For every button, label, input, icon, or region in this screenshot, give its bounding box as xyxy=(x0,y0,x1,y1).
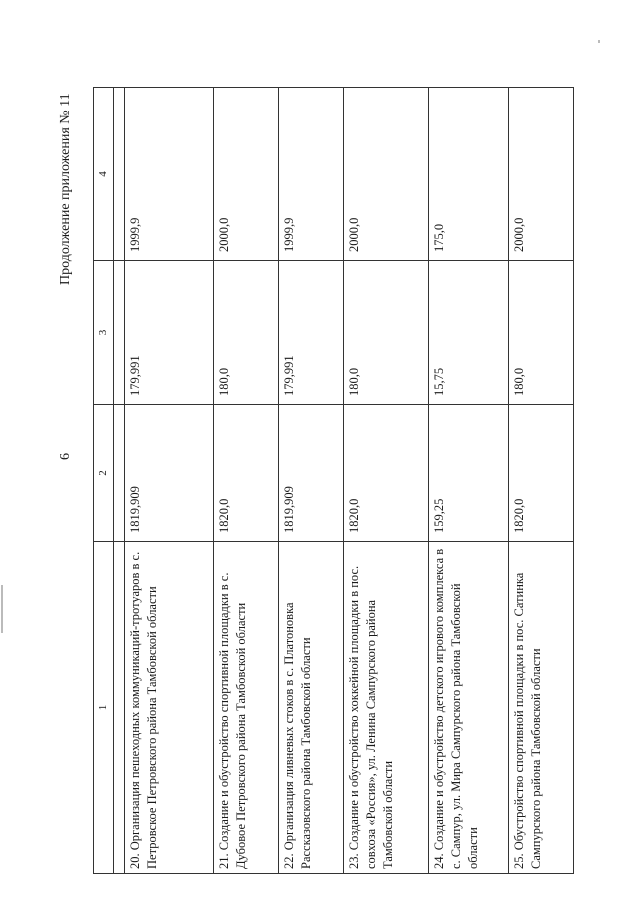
appendix-table xyxy=(93,87,574,874)
row-col4: 175,0 xyxy=(429,88,509,261)
header-row xyxy=(94,88,114,874)
row-col4: 2000,0 xyxy=(214,88,279,261)
row-col2: 159,25 xyxy=(429,405,509,542)
row-col2: 1819,909 xyxy=(279,405,344,542)
header-cell-4: 4 xyxy=(94,88,114,261)
row-col4: 2000,0 xyxy=(509,88,574,261)
row-col4: 1999,9 xyxy=(279,88,344,261)
row-name: 20. Организация пешеходных коммуникаций-тротуаров в с. Петровское Петровского района Тамбовской области xyxy=(125,542,214,874)
header-cell-1: 1 xyxy=(94,542,114,874)
row-col4: 2000,0 xyxy=(344,88,429,261)
row-col2: 1820,0 xyxy=(509,405,574,542)
row-col3: 180,0 xyxy=(214,261,279,405)
continuation-title: Продолжение приложения № 11 xyxy=(58,93,73,285)
table-row xyxy=(344,88,429,874)
row-name: 22. Организация ливневых стоков в с. Платоновка Рассказовского района Тамбовской области xyxy=(279,542,344,874)
row-col3: 180,0 xyxy=(509,261,574,405)
row-col3: 179,991 xyxy=(279,261,344,405)
row-col2: 1820,0 xyxy=(214,405,279,542)
row-name: 25. Обустройство спортивной площадки в пос. Сатинка Сампурского района Тамбовской области xyxy=(509,542,574,874)
row-col3: 179,991 xyxy=(125,261,214,405)
row-name: 24. Создание и обустройство детского игрового комплекса в с. Сампур, ул. Мира Сампурского района Тамбовской области xyxy=(429,542,509,874)
row-col2: 1820,0 xyxy=(344,405,429,542)
row-col3: 180,0 xyxy=(344,261,429,405)
table-row xyxy=(509,88,574,874)
page-number: 6 xyxy=(58,453,73,460)
header-cell-3: 3 xyxy=(94,261,114,405)
row-col2: 1819,909 xyxy=(125,405,214,542)
header-cell-2: 2 xyxy=(94,405,114,542)
row-col4: 1999,9 xyxy=(125,88,214,261)
table-row xyxy=(429,88,509,874)
spacer-row xyxy=(114,88,125,874)
table-row xyxy=(214,88,279,874)
table-row xyxy=(279,88,344,874)
row-name: 23. Создание и обустройство хоккейной площадки в пос. совхоза «Россия», ул. Ленина Сампурского района Тамбовской области xyxy=(344,542,429,874)
table-row xyxy=(125,88,214,874)
row-col3: 15,75 xyxy=(429,261,509,405)
row-name: 21. Создание и обустройство спортивной площадки в с. Дубовое Петровского района Тамбовской области xyxy=(214,542,279,874)
